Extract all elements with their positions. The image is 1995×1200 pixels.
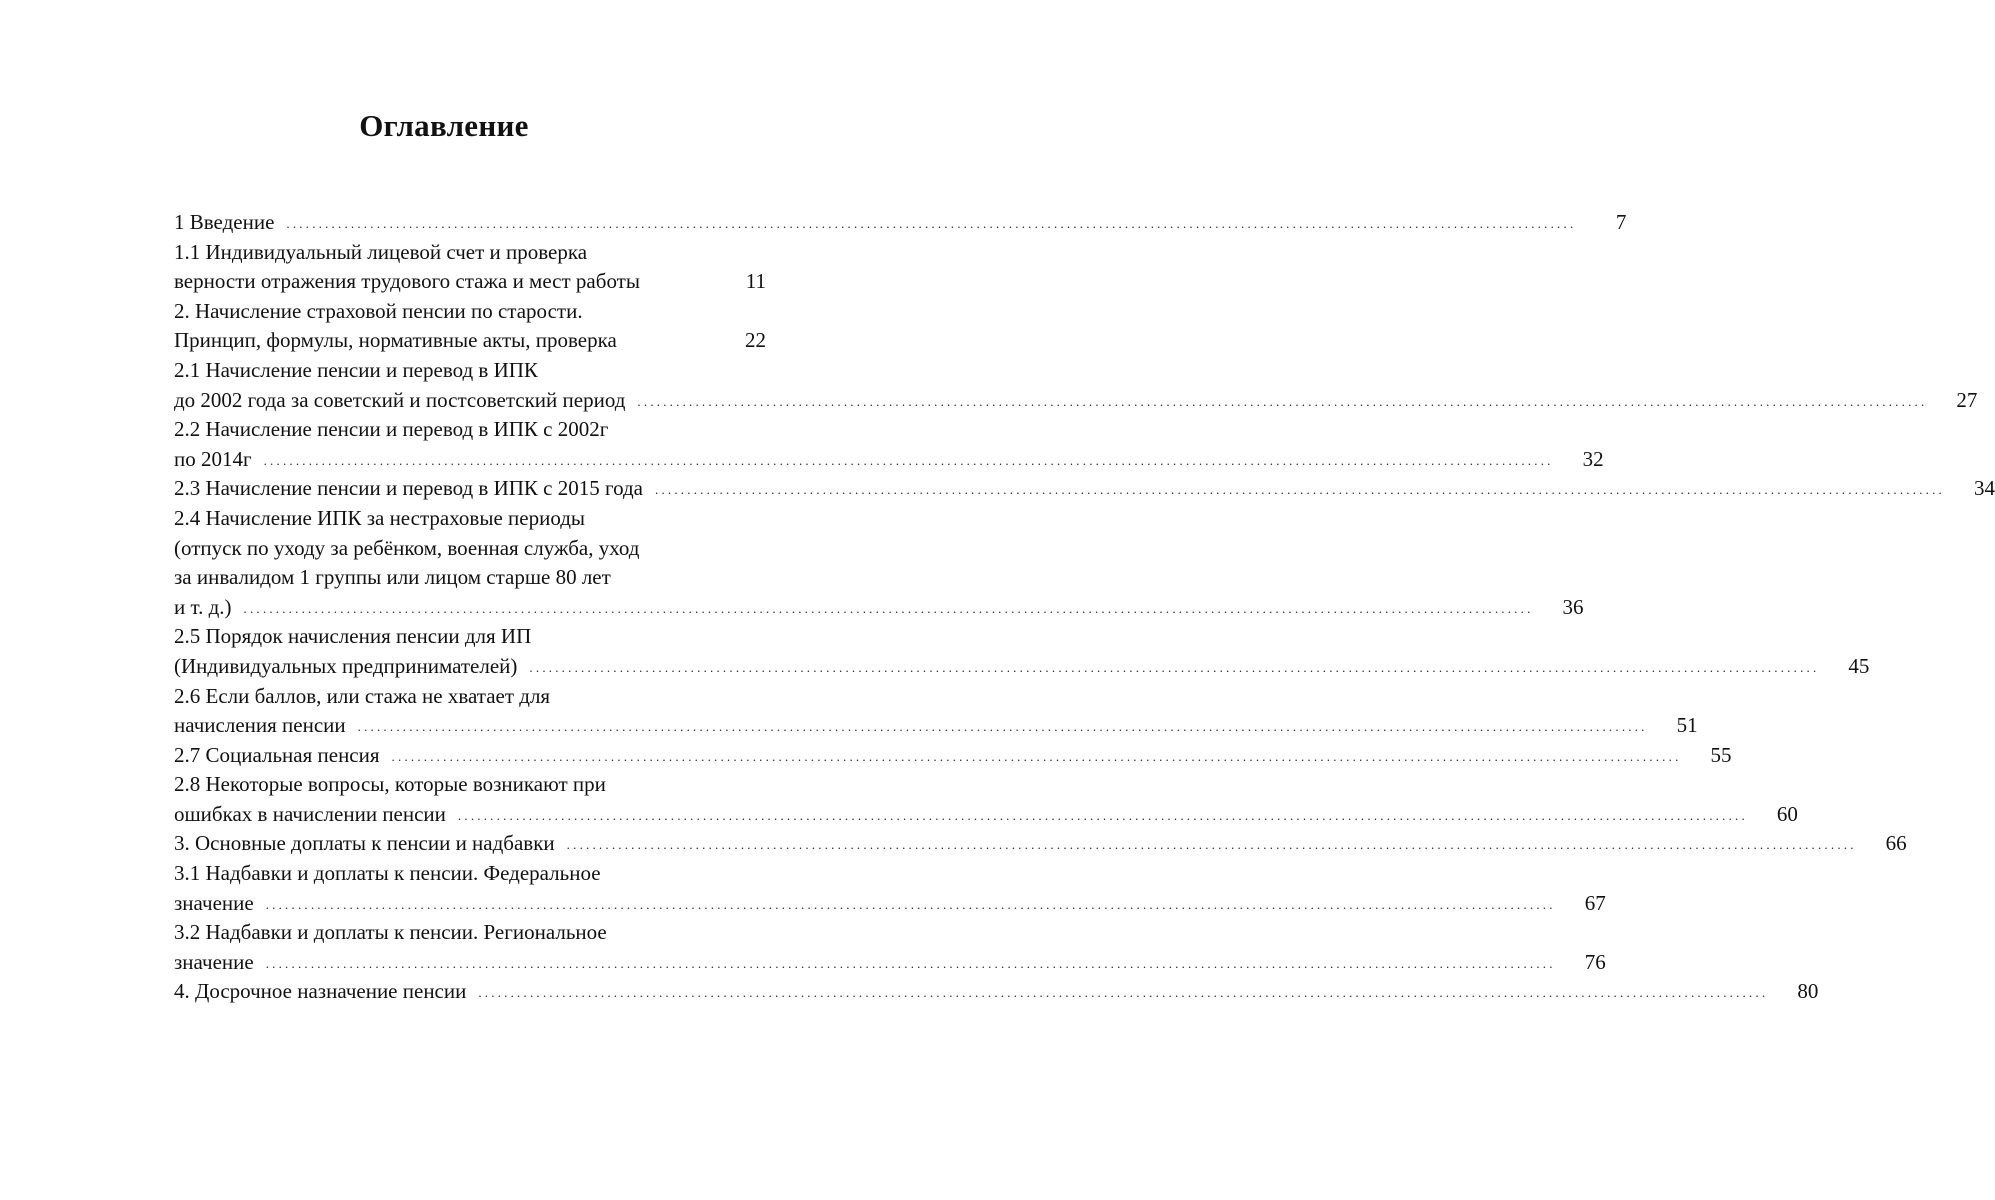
toc-entry-title: 2.8 Некоторые вопросы, которые возникают при (174, 772, 606, 797)
toc-entry[interactable] (174, 977, 1819, 1007)
toc-entry-title: 3.1 Надбавки и доплаты к пенсии. Федеральное (174, 861, 601, 886)
toc-page-number: 80 (1797, 979, 1819, 1004)
toc-entry-title: 4. Досрочное назначение пенсии (174, 979, 467, 1004)
toc-entry-line (174, 977, 1819, 1007)
dot-leader: ........................................................................................................................................................................................................ (478, 985, 1769, 1001)
dot-leader: ........................................................................................................................................................................................................ (243, 600, 1534, 616)
toc-entry-line (174, 474, 1995, 504)
toc-entry-line (174, 859, 766, 889)
dot-leader: ........................................................................................................................................................................................................ (286, 216, 1577, 231)
toc-entry-line (174, 267, 766, 297)
toc-entry-line (174, 326, 766, 356)
toc-page-number: 34 (1974, 476, 1995, 501)
toc-entry[interactable] (174, 770, 1798, 829)
toc-entry[interactable] (174, 504, 1584, 622)
toc-entry-title: ошибках в начислении пенсии (174, 801, 446, 826)
toc-entry-title: (Индивидуальных предпринимателей) (174, 653, 518, 678)
toc-page-number: 11 (745, 269, 766, 294)
toc-entry-line (174, 563, 766, 593)
dot-leader: ........................................................................................................................................................................................................ (265, 896, 1556, 912)
toc-entry-title: за инвалидом 1 группы или лицом старше 80 лет (174, 565, 611, 590)
toc-entry-title: по 2014г (174, 446, 252, 471)
toc-entry[interactable] (174, 356, 1978, 415)
page-title: Оглавление (359, 108, 529, 143)
toc-page-number: 27 (1956, 387, 1978, 412)
toc-entry-title: (отпуск по уходу за ребёнком, военная служба, уход (174, 535, 640, 560)
toc-entry[interactable] (174, 859, 1606, 918)
toc-page-number: 76 (1584, 949, 1606, 974)
toc-entry-line (174, 504, 766, 534)
dot-leader: ........................................................................................................................................................................................................ (457, 807, 1748, 823)
dot-leader: ........................................................................................................................................................................................................ (265, 955, 1556, 971)
toc-entry-line (174, 593, 1584, 623)
toc-page-number: 45 (1848, 653, 1870, 678)
toc-entry-title: значение (174, 949, 254, 974)
toc-entry-line (174, 208, 1627, 238)
toc-page-number: 51 (1676, 713, 1698, 738)
toc-entry-title: 2. Начисление страховой пенсии по старости. (174, 298, 583, 323)
toc-page-number: 36 (1562, 594, 1584, 619)
toc-entry-title: 2.7 Социальная пенсия (174, 742, 380, 767)
toc-entry-title: 2.5 Порядок начисления пенсии для ИП (174, 624, 532, 649)
dot-leader: ........................................................................................................................................................................................................ (566, 837, 1857, 853)
toc-entry-title: 2.1 Начисление пенсии и перевод в ИПК (174, 357, 538, 382)
toc-entry-title: 1.1 Индивидуальный лицевой счет и проверка (174, 239, 588, 264)
dot-leader: ........................................................................................................................................................................................................ (655, 482, 1945, 498)
toc-entry-title: начисления пенсии (174, 713, 346, 738)
toc-entry[interactable] (174, 415, 1604, 474)
toc-entry-line (174, 918, 766, 948)
toc-entry-line (174, 711, 1698, 741)
toc-entry-title: верности отражения трудового стажа и мест работы (174, 269, 640, 294)
toc-entry-line (174, 889, 1606, 919)
toc-entry-title: 1 Введение (174, 210, 275, 234)
toc-entry-line (174, 297, 766, 327)
toc-entry-line (174, 356, 766, 386)
dot-leader: ........................................................................................................................................................................................................ (263, 452, 1554, 468)
toc-entry-title: 2.6 Если баллов, или стажа не хватает для (174, 683, 551, 708)
toc-entry-title: 2.4 Начисление ИПК за нестраховые периоды (174, 505, 586, 530)
toc-entry[interactable] (174, 741, 1732, 771)
toc-entry[interactable] (174, 474, 1995, 504)
toc-entry-line (174, 741, 1732, 771)
toc-entry-line (174, 386, 1978, 416)
toc-entry-title: 3.2 Надбавки и доплаты к пенсии. Региональное (174, 920, 607, 945)
toc-entry-title: 2.2 Начисление пенсии и перевод в ИПК с 2002г (174, 417, 609, 442)
dot-leader: ........................................................................................................................................................................................................ (357, 719, 1648, 735)
toc-entry-line (174, 770, 766, 800)
toc-page-number: 67 (1584, 890, 1606, 915)
toc-entry-title: Принцип, формулы, нормативные акты, проверка (174, 328, 617, 353)
toc-entry[interactable] (174, 829, 1907, 859)
toc-entry-title: и т. д.) (174, 594, 232, 619)
toc-entry-line (174, 800, 1798, 830)
toc-page-number: 60 (1776, 801, 1798, 826)
toc-page-number: 55 (1710, 742, 1732, 767)
dot-leader: ........................................................................................................................................................................................................ (391, 748, 1682, 764)
toc-entry[interactable] (174, 918, 1606, 977)
toc-entry-title: 3. Основные доплаты к пенсии и надбавки (174, 831, 555, 856)
toc-entry-line (174, 682, 766, 712)
toc-page-number: 66 (1885, 831, 1907, 856)
toc-entry[interactable] (174, 208, 1627, 238)
toc-entry-line (174, 948, 1606, 978)
toc-entry-title: 2.3 Начисление пенсии и перевод в ИПК с 2015 года (174, 476, 643, 501)
toc-entry-line (174, 415, 766, 445)
toc-entry-line (174, 652, 1870, 682)
toc-entry[interactable] (174, 297, 766, 356)
toc-page-number: 22 (745, 328, 766, 353)
toc-entry-line (174, 534, 766, 564)
dot-leader: ........................................................................................................................................................................................................ (637, 393, 1928, 409)
toc-entry-title: значение (174, 890, 254, 915)
toc-entry[interactable] (174, 238, 766, 297)
toc-entry-line (174, 622, 766, 652)
toc-entry-line (174, 445, 1604, 475)
toc-entry-line (174, 238, 766, 268)
toc-entry[interactable] (174, 682, 1698, 741)
toc-entry[interactable] (174, 622, 1870, 681)
toc-page-number: 7 (1615, 210, 1627, 234)
toc-entry-line (174, 829, 1907, 859)
toc-entry-title: до 2002 года за советский и постсоветский период (174, 387, 626, 412)
dot-leader: ........................................................................................................................................................................................................ (529, 659, 1820, 675)
table-of-contents (174, 208, 1995, 1007)
toc-page-number: 32 (1582, 446, 1604, 471)
